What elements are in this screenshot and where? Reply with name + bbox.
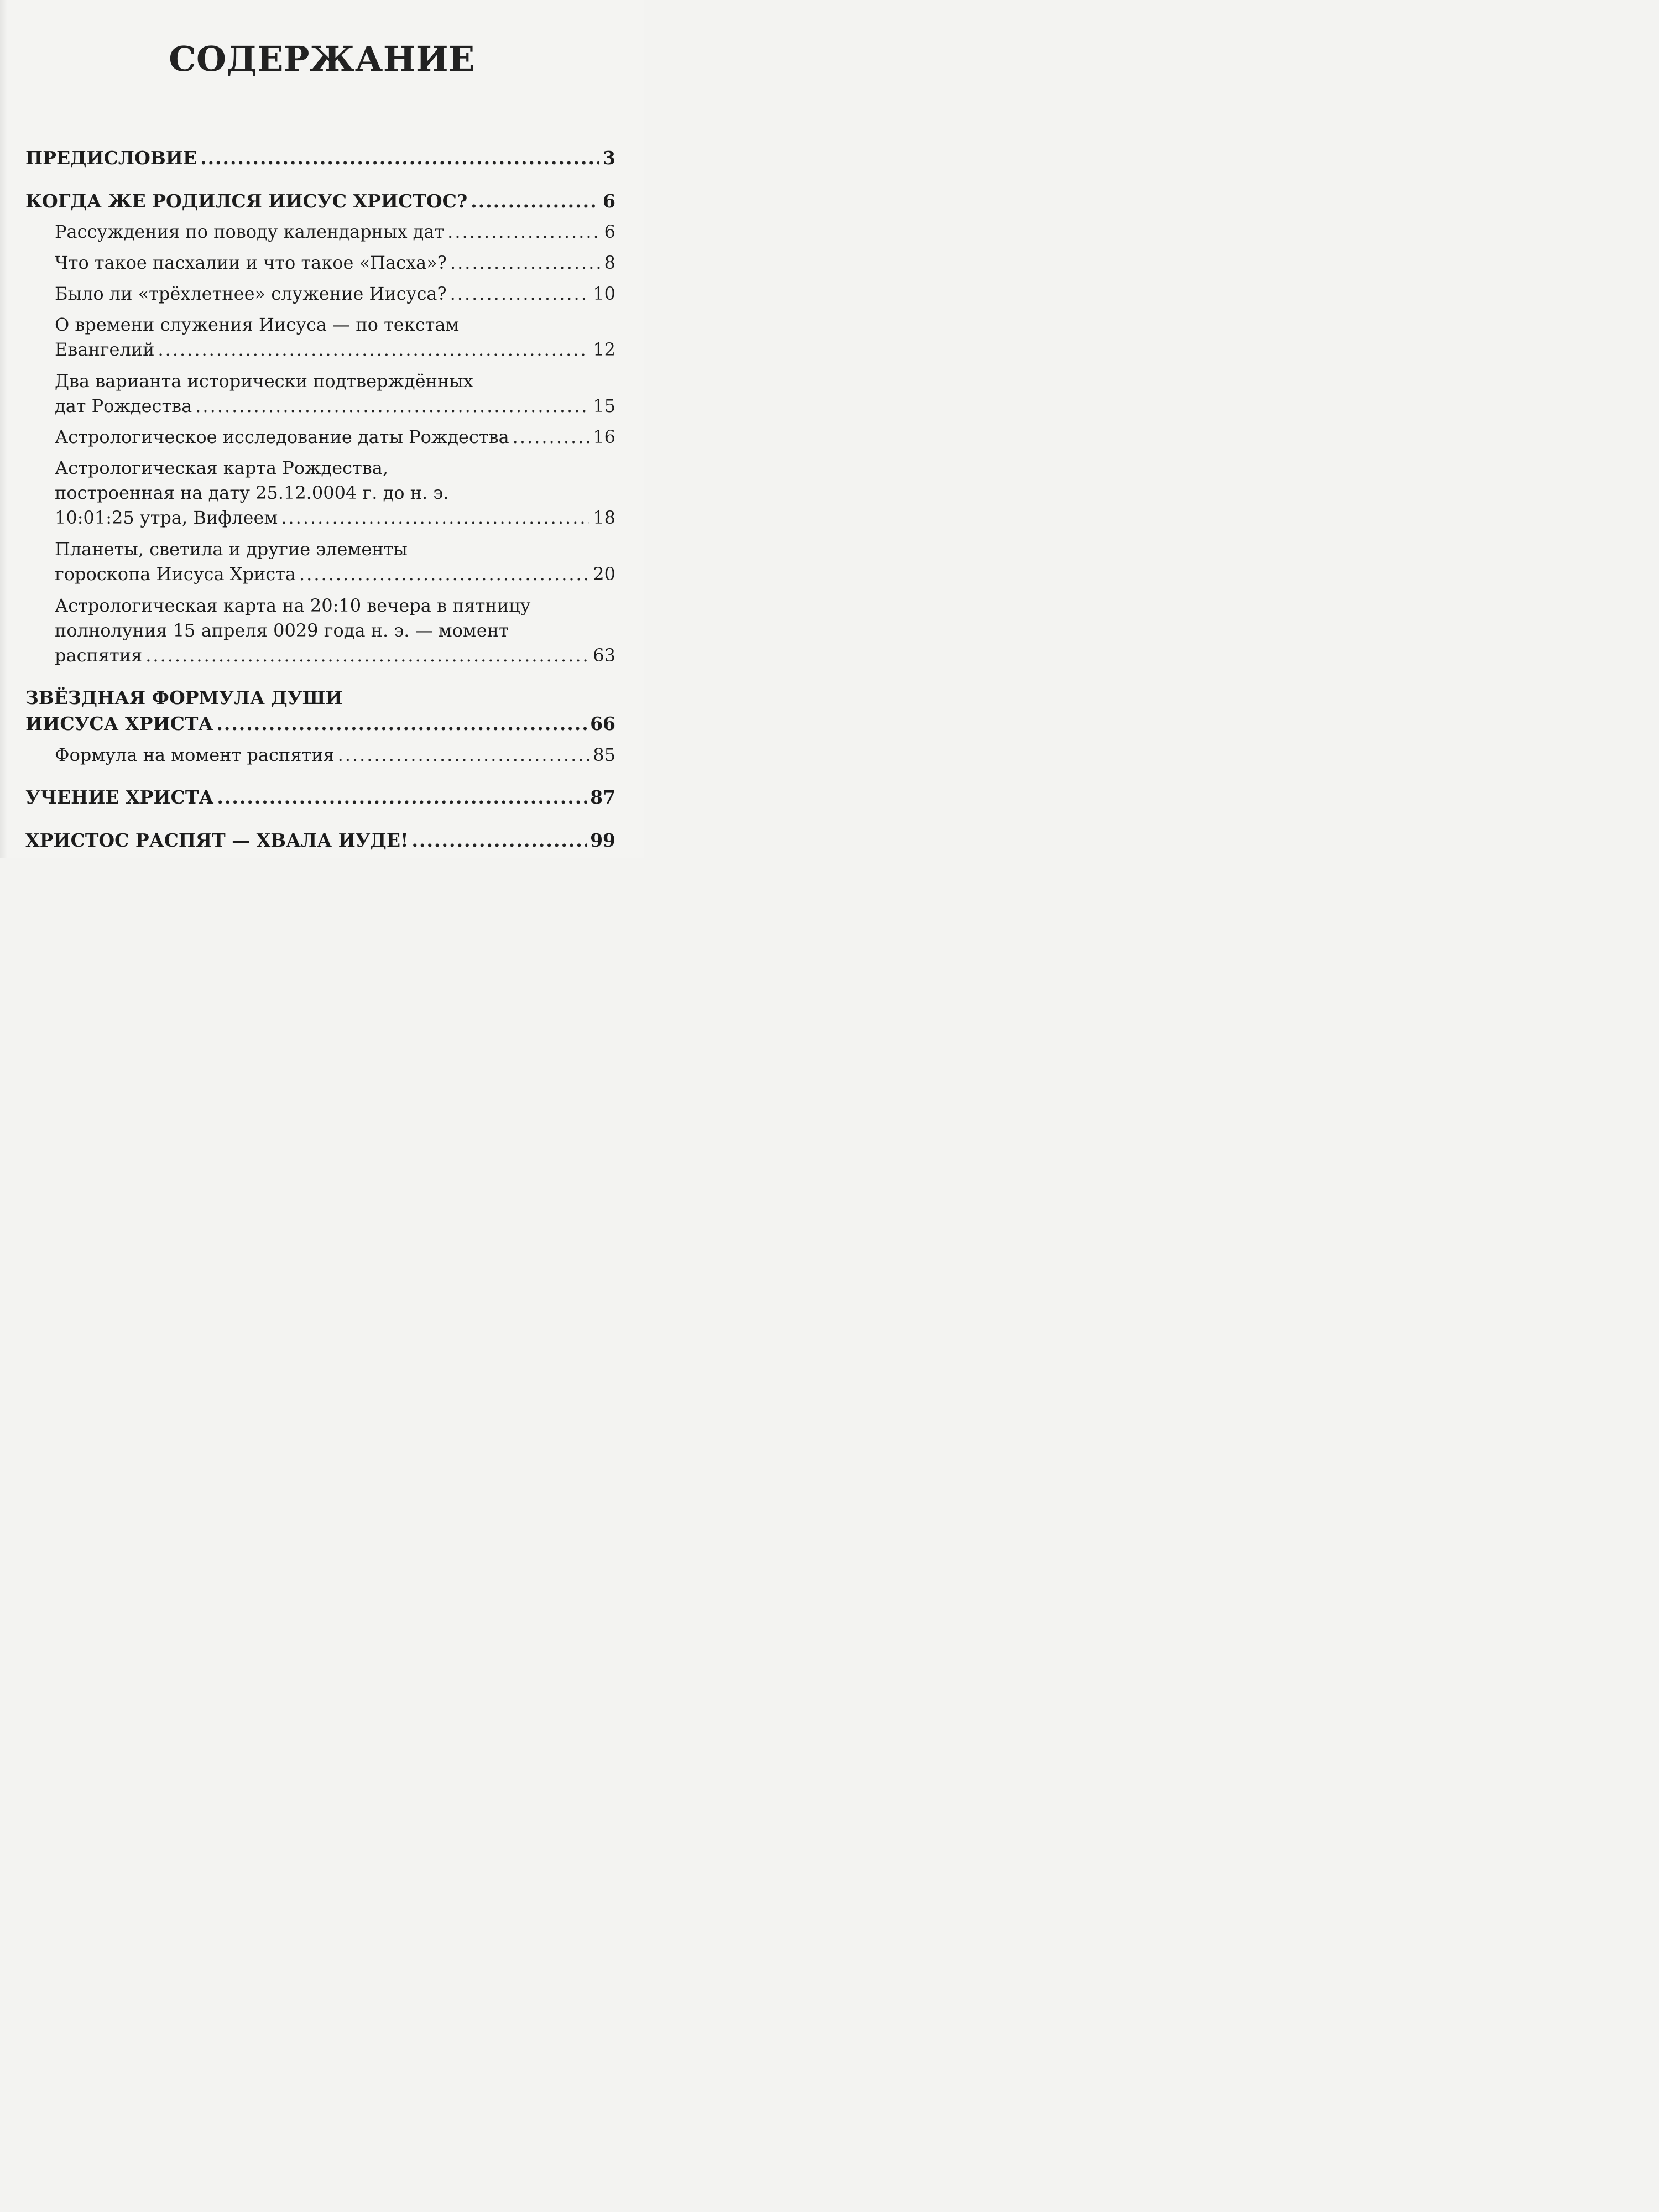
page-number: 8 <box>604 252 615 273</box>
toc-entry <box>0 742 644 768</box>
toc-entry-title: УЧЕНИЕ ХРИСТА <box>25 786 214 808</box>
toc-entry-title: ПРЕДИСЛОВИЕ <box>25 147 197 169</box>
toc-entry-title: гороскопа Иисуса Христа <box>55 564 296 585</box>
toc-entry-title: Евангелий <box>55 339 155 360</box>
toc-entry-title-line: О времени служения Иисуса — по текстам <box>55 314 460 335</box>
leader-dots <box>513 424 590 450</box>
leader-dots <box>447 218 601 245</box>
page-number: 12 <box>593 339 615 360</box>
leader-dots <box>281 504 589 531</box>
leader-dots <box>450 249 601 276</box>
toc-entry-title: Что такое пасхалии и что такое «Пасха»? <box>55 252 447 273</box>
toc-entry-title: Было ли «трёхлетнее» служение Иисуса? <box>55 283 447 304</box>
toc-entry-title: ИИСУСА ХРИСТА <box>25 713 213 734</box>
page-number: 20 <box>593 564 615 585</box>
toc-entry <box>0 218 644 245</box>
page-number: 15 <box>593 395 615 416</box>
leader-dots <box>200 145 599 171</box>
toc-entry <box>0 336 644 363</box>
page-number: 3 <box>603 147 615 169</box>
page-number: 85 <box>593 744 615 765</box>
toc-entry-title-line: Астрологическая карта на 20:10 вечера в пятницу <box>55 595 531 616</box>
page-number: 18 <box>593 507 615 528</box>
toc-entry <box>0 249 644 276</box>
leader-dots <box>216 711 587 737</box>
leader-dots <box>450 280 590 307</box>
page-number: 63 <box>593 645 615 666</box>
toc-entry <box>0 711 644 737</box>
page-number: 10 <box>593 283 615 304</box>
toc-entry-title: Астрологическое исследование даты Рождества <box>55 426 509 447</box>
toc-entry-title: Рассуждения по поводу календарных дат <box>55 221 445 242</box>
page-number: 99 <box>590 830 615 851</box>
page-number: 6 <box>604 221 615 242</box>
leader-dots <box>338 742 590 768</box>
toc-entry <box>0 642 644 669</box>
toc-entry-title-line: ЗВЁЗДНАЯ ФОРМУЛА ДУШИ <box>25 687 343 708</box>
leader-dots <box>158 336 589 363</box>
page-number: 6 <box>603 190 615 212</box>
page-number: 87 <box>590 786 615 808</box>
leader-dots <box>471 188 599 215</box>
page-number: 16 <box>593 426 615 447</box>
leader-dots <box>412 827 587 854</box>
leader-dots <box>299 561 589 587</box>
toc-entry <box>0 504 644 531</box>
toc-entry <box>0 424 644 450</box>
leader-dots <box>145 642 589 669</box>
toc-entry <box>0 145 644 171</box>
leader-dots <box>195 393 589 419</box>
toc-entry <box>0 784 644 811</box>
toc-entry <box>0 393 644 419</box>
toc-entry <box>0 280 644 307</box>
toc-entry-title: распятия <box>55 645 143 666</box>
toc-entry-title-line: полнолуния 15 апреля 0029 года н. э. — момент <box>55 620 509 641</box>
toc-entry-title-line: Астрологическая карта Рождества, <box>55 457 389 478</box>
toc-entry-title: дат Рождества <box>55 395 192 416</box>
toc-entry-title-line: Два варианта исторически подтверждённых <box>55 371 473 392</box>
toc-entry <box>0 827 644 854</box>
toc-entry-title: 10:01:25 утра, Вифлеем <box>55 507 278 528</box>
toc-entry <box>0 561 644 587</box>
toc-entry-title: ХРИСТОС РАСПЯТ — ХВАЛА ИУДЕ! <box>25 830 409 851</box>
toc-entry-title: КОГДА ЖЕ РОДИЛСЯ ИИСУС ХРИСТОС? <box>25 190 468 212</box>
toc-entry <box>0 188 644 215</box>
toc-entry-title: Формула на момент распятия <box>55 744 335 765</box>
toc-entry-title-line: построенная на дату 25.12.0004 г. до н. э. <box>55 482 449 503</box>
page-title: СОДЕРЖАНИЕ <box>169 39 475 79</box>
toc-entry-title-line: Планеты, светила и другие элементы <box>55 539 408 560</box>
page-number: 66 <box>590 713 615 734</box>
leader-dots <box>217 784 587 811</box>
book-page <box>0 0 644 858</box>
